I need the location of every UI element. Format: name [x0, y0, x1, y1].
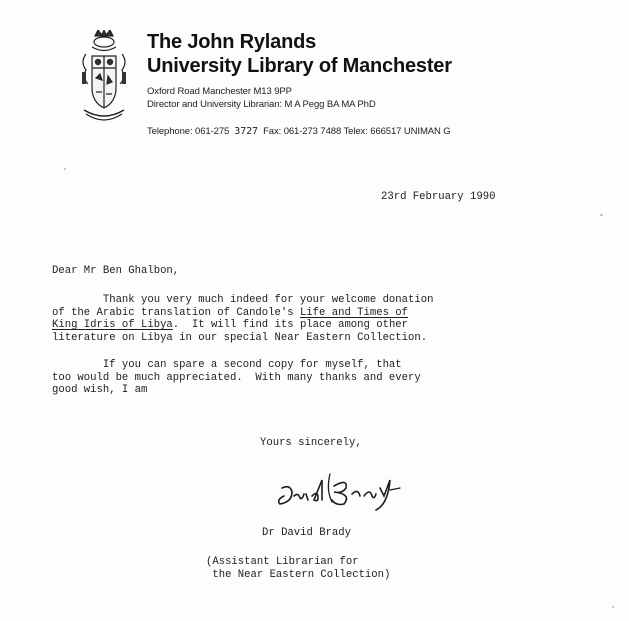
paragraph-1-text: of the Arabic translation of Candole's — [52, 306, 300, 319]
library-name-line2: University Library of Manchester — [147, 55, 452, 77]
signatory-name: Dr David Brady — [262, 527, 352, 539]
university-crest-icon — [78, 30, 130, 128]
book-title-part-1: Life and Times of — [299, 306, 409, 319]
book-title-part-2: King Idris of Libya — [52, 319, 173, 331]
library-name-line1: The John Rylands — [147, 31, 317, 53]
library-director: Director and University Librarian: M A Pegg BA MA PhD — [147, 99, 376, 110]
letter-date: 23rd February 1990 — [381, 191, 496, 203]
paragraph-1-line — [52, 319, 433, 332]
paragraph-1-line — [52, 307, 433, 320]
letter-closing: Yours sincerely, — [260, 437, 362, 449]
signatory-role-line: (Assistant Librarian for — [206, 556, 359, 568]
paragraph-2-line: good wish, I am — [52, 384, 148, 396]
library-contact-line — [147, 126, 451, 137]
signatory-role — [206, 556, 390, 582]
paper-speck — [612, 606, 614, 608]
paragraph-1-line: Thank you very much indeed for your welcome donation — [52, 294, 434, 306]
handwritten-signature-icon — [272, 466, 412, 512]
letter-salutation: Dear Mr Ben Ghalbon, — [52, 265, 180, 277]
signatory-role-line: the Near Eastern Collection) — [206, 569, 391, 581]
paragraph-2-line: If you can spare a second copy for myself, that — [52, 359, 402, 371]
letter-paragraph-2 — [52, 359, 421, 397]
paragraph-1-text: . It will find its place among other — [172, 319, 409, 331]
paper-speck — [64, 168, 66, 170]
telephone-extension: 3727 — [234, 126, 258, 137]
letter-paragraph-1 — [52, 294, 433, 344]
library-address: Oxford Road Manchester M13 9PP — [147, 86, 292, 97]
paragraph-1-line: literature on Libya in our special Near Eastern Collection. — [52, 331, 428, 344]
paper-speck — [600, 214, 603, 216]
paragraph-2-line: too would be much appreciated. With many thanks and every — [52, 371, 421, 384]
fax-telex: Fax: 061-273 7488 Telex: 666517 UNIMAN G — [263, 126, 451, 137]
telephone-prefix: Telephone: 061-275 — [147, 126, 230, 137]
library-name — [147, 30, 452, 78]
